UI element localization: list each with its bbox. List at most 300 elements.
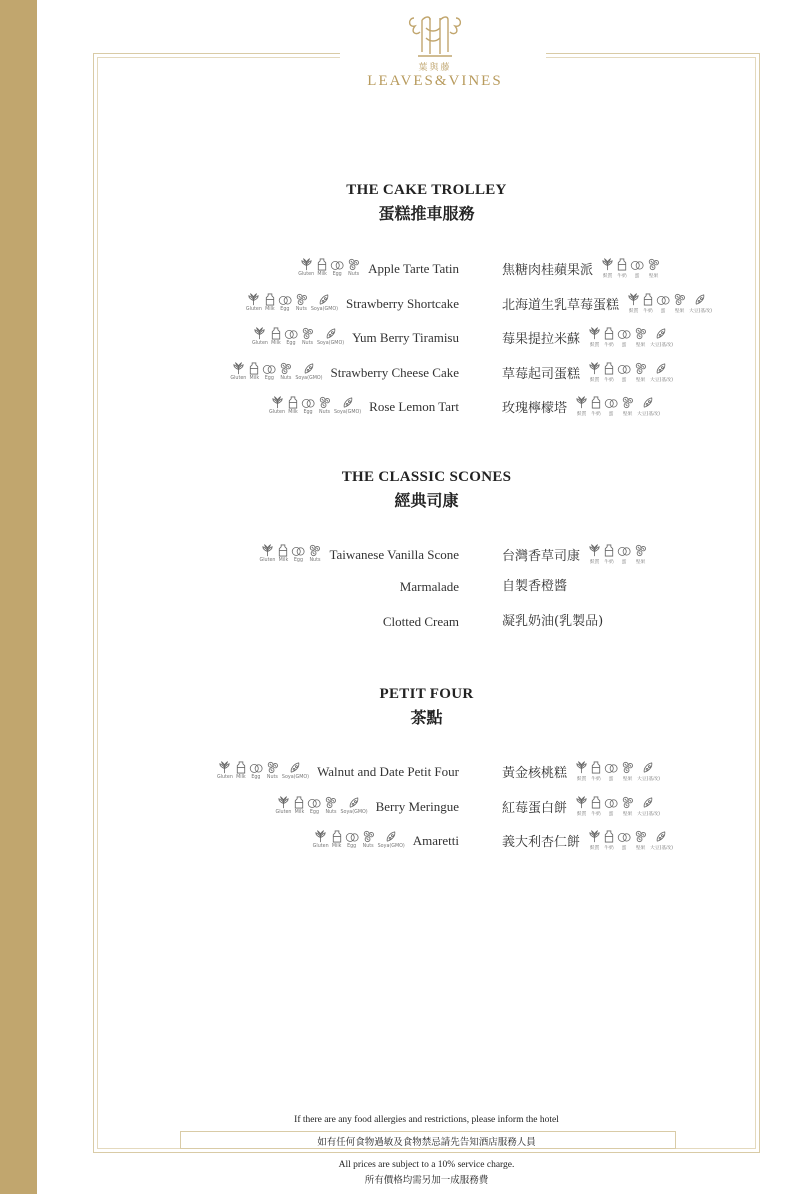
allergen-label: 蛋	[660, 309, 666, 314]
wheat-icon	[300, 258, 313, 271]
milk-icon	[617, 258, 627, 271]
section-title-cn: 經典司康	[394, 493, 459, 510]
menu-item-en	[217, 761, 459, 780]
allergen-nut	[266, 761, 279, 780]
allergen-icon-group	[313, 830, 405, 849]
allergen-wheat	[575, 396, 588, 417]
allergen-icon-group	[230, 362, 322, 381]
allergen-label: Milk	[317, 272, 327, 277]
wheat-icon	[601, 258, 614, 271]
egg-icon	[604, 762, 618, 774]
allergen-label: Gluten	[216, 775, 233, 780]
allergen-label: 大豆(基改)	[689, 309, 712, 314]
menu-item-cn	[502, 258, 660, 279]
allergen-egg	[291, 545, 305, 563]
milk-icon	[236, 761, 246, 774]
allergen-icon-group	[575, 396, 660, 417]
allergen-label: Egg	[303, 410, 313, 415]
egg-icon	[630, 259, 644, 271]
allergen-nut	[647, 258, 660, 279]
allergen-egg	[307, 797, 321, 815]
allergen-egg	[278, 294, 292, 312]
allergen-wheat	[575, 761, 588, 782]
allergen-label: Nuts	[362, 844, 374, 849]
allergen-nut	[295, 293, 308, 312]
menu-item-name-cn: 焦糖肉桂蘋果派	[502, 263, 594, 278]
nut-icon	[308, 544, 321, 557]
allergen-label: 牛奶	[643, 309, 653, 314]
milk-icon	[265, 293, 275, 306]
menu-item-name-cn: 紅莓蛋白餅	[502, 801, 568, 816]
allergen-label: 堅果	[635, 343, 646, 348]
brand-name-cn: 葉與藤	[418, 63, 452, 73]
allergen-milk	[604, 362, 614, 383]
allergen-milk	[265, 293, 275, 312]
menu-item-name-cn: 北海道生乳草莓蛋糕	[502, 298, 620, 313]
egg-icon	[656, 294, 670, 306]
allergen-label: Soya(GMO)	[334, 410, 362, 415]
allergen-icon-group	[588, 830, 673, 851]
soy-icon	[348, 796, 360, 809]
allergen-label: 牛奶	[591, 412, 601, 417]
menu-item-row	[0, 796, 800, 818]
allergen-egg	[284, 328, 298, 346]
allergen-label: Soya(GMO)	[295, 376, 323, 381]
allergen-nut	[301, 327, 314, 346]
allergen-label: Soya(GMO)	[316, 341, 345, 346]
allergen-label: 蛋	[621, 560, 627, 565]
allergen-wheat	[260, 544, 276, 563]
soy-icon	[694, 293, 706, 306]
menu-item-name-cn: 凝乳奶油(乳製品)	[502, 614, 604, 629]
egg-icon	[617, 363, 631, 375]
section-title-en: THE CAKE TROLLEY	[346, 182, 507, 198]
allergen-nut	[634, 362, 647, 383]
service-charge-en: All prices are subject to a 10% service charge.	[338, 1160, 515, 1170]
allergen-milk	[236, 761, 246, 780]
allergen-label: Egg	[309, 810, 320, 815]
allergen-label: Egg	[264, 376, 274, 381]
allergy-notice-en: If there are any food allergies and restrictions, please inform the hotel	[294, 1115, 559, 1125]
allergen-label: 堅果	[635, 378, 646, 383]
allergen-label: Nuts	[301, 341, 313, 346]
allergen-label: Soya(GMO)	[340, 810, 368, 815]
nut-icon	[673, 293, 686, 306]
wheat-icon	[271, 396, 284, 409]
menu-item-row	[0, 579, 800, 601]
section-title-en: THE CLASSIC SCONES	[341, 469, 512, 485]
wheat-icon	[575, 796, 588, 809]
allergen-icon-group	[601, 258, 660, 279]
nut-icon	[647, 258, 660, 271]
menu-item-row	[0, 327, 800, 349]
soy-icon	[385, 830, 397, 843]
milk-icon	[249, 362, 259, 375]
allergen-nut	[621, 396, 634, 417]
allergen-wheat	[575, 796, 588, 817]
milk-icon	[294, 796, 304, 809]
allergen-icon-group	[217, 761, 309, 780]
brand-logo	[340, 14, 530, 90]
allergen-nut	[347, 258, 360, 277]
egg-icon	[604, 397, 618, 409]
menu-item-en	[313, 830, 459, 849]
menu-item-en	[260, 544, 460, 563]
allergen-soy	[650, 830, 673, 851]
egg-icon	[249, 762, 263, 774]
allergen-soy	[637, 796, 660, 817]
allergen-label: Nuts	[266, 775, 278, 780]
menu-item-name-en: Taiwanese Vanilla Scone	[329, 547, 459, 562]
allergen-label: 堅果	[674, 309, 685, 314]
wheat-icon	[575, 761, 588, 774]
allergen-label: Gluten	[275, 810, 292, 815]
menu-item-cn	[502, 396, 660, 417]
soy-icon	[642, 396, 654, 409]
brand-name-en: LEAVES&VINES	[367, 73, 503, 89]
menu-item-name-cn: 玫瑰檸檬塔	[502, 401, 568, 416]
nut-icon	[621, 796, 634, 809]
allergen-milk	[643, 293, 653, 314]
wheat-icon	[627, 293, 640, 306]
allergen-label: 大豆(基改)	[637, 812, 660, 817]
menu-item-name-cn: 自製香橙醬	[502, 579, 568, 594]
allergen-label: Egg	[293, 558, 304, 563]
egg-icon	[617, 545, 631, 557]
allergen-label: 蛋	[608, 412, 614, 417]
menu-item-name-en: Marmalade	[399, 579, 459, 594]
milk-icon	[591, 796, 601, 809]
allergen-label: Milk	[331, 844, 342, 849]
allergen-label: Gluten	[259, 558, 276, 563]
nut-icon	[324, 796, 337, 809]
milk-icon	[604, 830, 614, 843]
soy-icon	[655, 362, 667, 375]
allergen-wheat	[276, 796, 292, 815]
allergen-label: 大豆(基改)	[650, 846, 673, 851]
allergen-wheat	[627, 293, 640, 314]
allergen-label: 大豆(基改)	[650, 343, 673, 348]
allergen-icon-group	[276, 796, 368, 815]
menu-item-row	[0, 544, 800, 566]
menu-item-cn	[502, 579, 567, 595]
menu-item-name-en: Strawberry Shortcake	[346, 296, 459, 311]
milk-icon	[278, 544, 288, 557]
menu-item-name-cn: 莓果提拉米蘇	[502, 332, 581, 347]
section-cake-trolley-heading	[0, 182, 800, 224]
allergen-label: Soya(GMO)	[281, 775, 310, 780]
allergen-label: Nuts	[295, 307, 307, 312]
allergen-egg	[262, 363, 276, 381]
allergen-icon-group	[575, 761, 660, 782]
milk-icon	[317, 258, 327, 271]
allergen-label: Nuts	[325, 810, 337, 815]
wheat-icon	[588, 830, 601, 843]
soy-icon	[303, 362, 315, 375]
nut-icon	[279, 362, 292, 375]
allergen-soy	[295, 362, 322, 381]
menu-item-name-en: Clotted Cream	[382, 614, 459, 629]
nut-icon	[301, 327, 314, 340]
milk-icon	[591, 761, 601, 774]
egg-icon	[301, 397, 315, 409]
allergen-soy	[637, 396, 660, 417]
allergen-icon-group	[269, 396, 361, 415]
nut-icon	[634, 544, 647, 557]
menu-item-name-en: Amaretti	[412, 833, 459, 848]
wheat-icon	[588, 327, 601, 340]
nut-icon	[634, 830, 647, 843]
allergen-icon-group	[260, 544, 322, 563]
service-charge-note	[0, 1160, 800, 1186]
menu-item-name-en: Yum Berry Tiramisu	[352, 330, 459, 345]
menu-item-row	[0, 293, 800, 315]
wheat-icon	[261, 544, 274, 557]
allergen-label: Gluten	[251, 341, 268, 346]
allergen-soy	[650, 362, 673, 383]
allergen-label: Egg	[280, 307, 290, 312]
menu-item-row	[0, 258, 800, 280]
allergen-label: 牛奶	[604, 846, 614, 851]
section-classic-scones-heading	[0, 469, 800, 511]
allergen-label: 蛋	[634, 274, 640, 279]
allergen-milk	[617, 258, 627, 279]
allergen-egg	[617, 363, 631, 383]
allergen-label: Gluten	[312, 844, 329, 849]
section-petit-four-heading	[0, 686, 800, 728]
milk-icon	[643, 293, 653, 306]
menu-item-cn	[502, 327, 673, 348]
wheat-icon	[314, 830, 327, 843]
menu-item-cn	[502, 614, 603, 630]
allergen-label: Egg	[286, 341, 296, 346]
vine-crest-icon	[406, 14, 464, 60]
allergen-label: 蛋	[621, 846, 627, 851]
allergen-label: 牛奶	[591, 812, 601, 817]
allergen-icon-group	[298, 258, 360, 277]
menu-item-cn	[502, 544, 647, 565]
allergen-label: 麩質	[589, 560, 600, 565]
allergen-milk	[278, 544, 288, 563]
allergen-label: 堅果	[635, 846, 646, 851]
nut-icon	[634, 327, 647, 340]
allergen-milk	[294, 796, 304, 815]
allergen-wheat	[217, 761, 233, 780]
allergen-label: 麩質	[628, 309, 639, 314]
allergen-milk	[249, 362, 259, 381]
allergen-soy	[334, 396, 361, 415]
allergen-label: 麩質	[576, 777, 587, 782]
allergen-milk	[591, 396, 601, 417]
allergen-milk	[271, 327, 281, 346]
allergen-nut	[634, 544, 647, 565]
section-title-en: PETIT FOUR	[379, 686, 474, 702]
wheat-icon	[218, 761, 231, 774]
allergen-egg	[656, 294, 670, 314]
allergen-label: Gluten	[269, 410, 286, 415]
allergen-wheat	[298, 258, 314, 277]
allergen-milk	[604, 544, 614, 565]
allergen-egg	[345, 831, 359, 849]
allergen-soy	[650, 327, 673, 348]
menu-item-name-en: Apple Tarte Tatin	[368, 261, 459, 276]
allergen-label: Milk	[278, 558, 289, 563]
nut-icon	[266, 761, 279, 774]
menu-item-name-en: Walnut and Date Petit Four	[317, 764, 459, 779]
soy-icon	[289, 761, 301, 774]
allergen-label: 蛋	[608, 812, 614, 817]
allergen-label: Milk	[265, 307, 275, 312]
allergen-egg	[604, 797, 618, 817]
allergen-label: 蛋	[621, 343, 627, 348]
nut-icon	[318, 396, 331, 409]
allergen-milk	[332, 830, 342, 849]
allergen-nut	[634, 830, 647, 851]
menu-item-row	[0, 761, 800, 783]
menu-item-en	[230, 362, 459, 381]
menu-item-en	[400, 579, 459, 595]
menu-item-en	[269, 396, 459, 415]
wheat-icon	[277, 796, 290, 809]
wheat-icon	[588, 362, 601, 375]
milk-icon	[288, 396, 298, 409]
milk-icon	[591, 396, 601, 409]
egg-icon	[604, 797, 618, 809]
allergen-label: Nuts	[319, 410, 331, 415]
allergen-icon-group	[588, 327, 673, 348]
allergen-egg	[330, 259, 344, 277]
allergen-label: Egg	[347, 844, 357, 849]
allergen-label: Soya(GMO)	[377, 844, 405, 849]
allergen-wheat	[269, 396, 285, 415]
allergen-label: Gluten	[245, 307, 262, 312]
allergen-egg	[249, 762, 263, 780]
wheat-icon	[588, 544, 601, 557]
nut-icon	[362, 830, 375, 843]
allergen-soy	[689, 293, 712, 314]
allergen-label: 麩質	[589, 378, 600, 383]
menu-item-name-en: Berry Meringue	[375, 799, 459, 814]
soy-icon	[342, 396, 354, 409]
menu-item-row	[0, 830, 800, 852]
allergen-wheat	[252, 327, 268, 346]
menu-item-name-cn: 黃金核桃糕	[502, 766, 568, 781]
soy-icon	[642, 761, 654, 774]
soy-icon	[655, 830, 667, 843]
soy-icon	[318, 293, 330, 306]
section-title-cn: 蛋糕推車服務	[378, 206, 475, 223]
allergen-wheat	[588, 544, 601, 565]
allergen-label: Milk	[236, 775, 246, 780]
allergen-egg	[617, 328, 631, 348]
allergen-label: 麩質	[576, 412, 587, 417]
menu-item-name-en: Strawberry Cheese Cake	[330, 365, 459, 380]
milk-icon	[332, 830, 342, 843]
allergen-label: 麩質	[576, 812, 587, 817]
allergen-label: Milk	[294, 810, 305, 815]
allergen-wheat	[246, 293, 262, 312]
allergen-milk	[591, 796, 601, 817]
egg-icon	[330, 259, 344, 271]
allergen-label: 大豆(基改)	[637, 412, 660, 417]
allergen-label: 麩質	[602, 274, 613, 279]
allergen-label: Milk	[288, 410, 298, 415]
soy-icon	[325, 327, 337, 340]
milk-icon	[604, 327, 614, 340]
allergen-icon-group	[627, 293, 712, 314]
wheat-icon	[575, 396, 588, 409]
milk-icon	[604, 544, 614, 557]
allergen-nut	[673, 293, 686, 314]
milk-icon	[271, 327, 281, 340]
menu-item-en	[252, 327, 459, 346]
allergen-nut	[621, 796, 634, 817]
allergen-label: Egg	[251, 775, 261, 780]
menu-item-name-cn: 草莓起司蛋糕	[502, 367, 581, 382]
nut-icon	[347, 258, 360, 271]
allergen-egg	[301, 397, 315, 415]
allergen-label: 牛奶	[604, 560, 614, 565]
service-charge-cn: 所有價格均需另加一成服務費	[364, 1175, 489, 1186]
allergen-label: Nuts	[309, 558, 321, 563]
allergen-nut	[308, 544, 321, 563]
allergen-egg	[617, 545, 631, 565]
allergen-label: 牛奶	[604, 378, 614, 383]
allergen-icon-group	[246, 293, 338, 312]
menu-item-cn	[502, 796, 660, 817]
allergen-milk	[604, 327, 614, 348]
allergen-label: 牛奶	[591, 777, 601, 782]
allergen-label: 蛋	[621, 378, 627, 383]
allergen-wheat	[313, 830, 329, 849]
allergen-nut	[634, 327, 647, 348]
allergen-icon-group	[575, 796, 660, 817]
allergen-label: Milk	[249, 376, 260, 381]
allergen-icon-group	[252, 327, 344, 346]
allergen-egg	[630, 259, 644, 279]
menu-item-row	[0, 614, 800, 636]
nut-icon	[621, 396, 634, 409]
egg-icon	[284, 328, 298, 340]
soy-icon	[642, 796, 654, 809]
allergen-label: Gluten	[298, 272, 315, 277]
allergen-label: Soya(GMO)	[310, 307, 338, 312]
allergen-wheat	[601, 258, 614, 279]
nut-icon	[621, 761, 634, 774]
egg-icon	[291, 545, 305, 557]
wheat-icon	[247, 293, 260, 306]
allergen-label: 大豆(基改)	[637, 777, 660, 782]
menu-item-en	[298, 258, 459, 277]
allergen-egg	[617, 831, 631, 851]
allergen-label: 堅果	[622, 412, 633, 417]
menu-item-en	[246, 293, 459, 312]
allergen-egg	[604, 762, 618, 782]
allergen-soy	[282, 761, 309, 780]
allergen-label: Nuts	[348, 272, 360, 277]
menu-item-name-cn: 台灣香草司康	[502, 549, 581, 564]
allergen-milk	[591, 761, 601, 782]
allergen-label: 堅果	[622, 777, 633, 782]
menu-item-en	[276, 796, 460, 815]
allergen-nut	[318, 396, 331, 415]
allergen-label: 蛋	[608, 777, 614, 782]
menu-item-name-cn: 義大利杏仁餅	[502, 835, 581, 850]
egg-icon	[278, 294, 292, 306]
allergen-milk	[317, 258, 327, 277]
milk-icon	[604, 362, 614, 375]
allergen-label: 堅果	[622, 812, 633, 817]
